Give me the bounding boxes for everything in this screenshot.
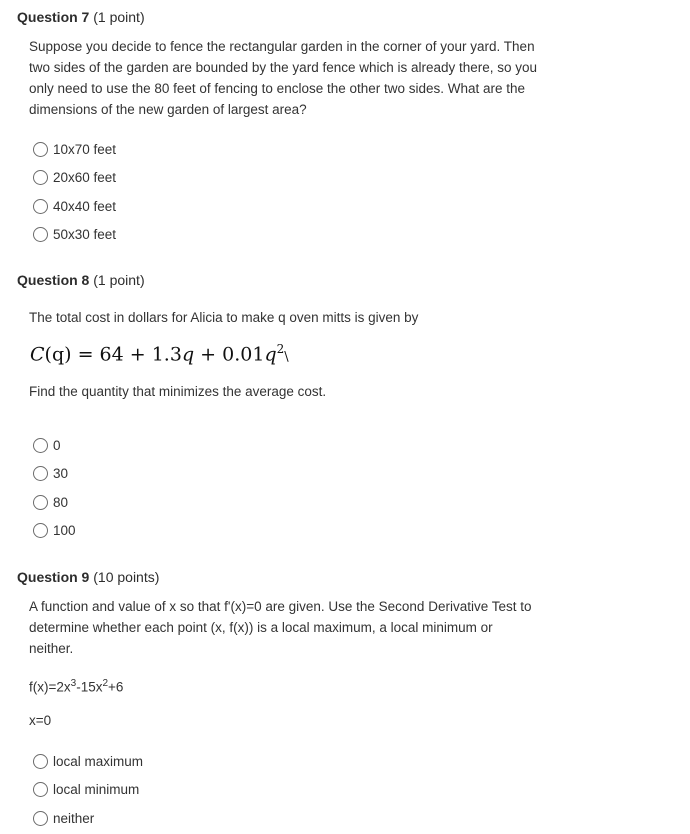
question-8-heading [17,272,145,288]
option-label: 10x70 feet [53,141,117,157]
formula-plus: + 0.01 [194,343,265,366]
question-9-line: determine whether each point (x, f(x)) is a local maximum, a local minimum or [29,620,493,635]
cost-formula [30,342,289,365]
func-part-c: +6 [108,679,124,695]
formula-exp: 2 [276,342,285,356]
question-8-text: The total cost in dollars for Alicia to make q oven mitts is given by [29,310,419,325]
question-7-option-1[interactable] [33,139,116,159]
question-9-line: A function and value of x so that f'(x)=0 are given. Use the Second Derivative Test to [29,599,532,614]
option-label: 30 [53,465,69,481]
question-8-title: Question 8 [17,272,90,288]
question-8-option-4[interactable] [33,520,76,540]
question-8-option-2[interactable] [33,463,68,483]
option-label: 80 [53,494,69,510]
question-9-title: Question 9 [17,569,90,585]
question-9-heading [17,569,159,585]
formula-arg: (q) [44,343,72,366]
formula-var1: q [181,343,195,366]
question-8-option-1[interactable] [33,435,61,455]
option-label: 50x30 feet [53,226,117,242]
question-7-option-4[interactable] [33,224,116,244]
radio-button[interactable] [33,466,48,481]
radio-button[interactable] [33,142,48,157]
func-exp-2: 2 [102,678,109,689]
func-part-a: f(x)=2x [29,679,71,695]
question-8-points: (1 point) [93,272,145,288]
question-7-line: dimensions of the new garden of largest area? [29,102,307,117]
question-7-option-2[interactable] [33,167,116,187]
option-label: 100 [53,522,76,538]
question-9-text [29,596,532,659]
question-7-points: (1 point) [93,9,145,25]
option-label: 20x60 feet [53,169,117,185]
question-8-option-3[interactable] [33,492,68,512]
option-label: 40x40 feet [53,198,117,214]
formula-lhs: C [30,343,45,366]
formula-var2: q [264,343,277,366]
x-value: x=0 [29,713,52,728]
question-9-option-1[interactable] [33,751,143,771]
question-9-line: neither. [29,641,74,656]
radio-button[interactable] [33,170,48,185]
radio-button[interactable] [33,495,48,510]
option-label: 0 [53,437,61,453]
func-part-b: -15x [76,679,103,695]
question-7-line: Suppose you decide to fence the rectangular garden in the corner of your yard. Then [29,39,535,54]
radio-button[interactable] [33,523,48,538]
question-9-option-2[interactable] [33,779,139,799]
radio-button[interactable] [33,811,48,826]
question-7-text [29,36,537,120]
formula-eq: = 64 + 1.3 [71,343,182,366]
func-exp-1: 3 [70,678,77,689]
radio-button[interactable] [33,782,48,797]
formula-tail: \ [284,349,289,365]
option-label: local maximum [53,753,144,769]
question-9-option-3[interactable] [33,808,94,828]
radio-button[interactable] [33,199,48,214]
radio-button[interactable] [33,227,48,242]
option-label: neither [53,810,95,826]
question-9-points: (10 points) [93,569,160,585]
question-8-prompt: Find the quantity that minimizes the average cost. [29,384,327,399]
question-7-line: only need to use the 80 feet of fencing to enclose the other two sides. What are the [29,81,526,96]
option-label: local minimum [53,781,140,797]
question-7-line: two sides of the garden are bounded by the yard fence which is already there, so you [29,60,538,75]
function-formula [29,678,123,695]
radio-button[interactable] [33,438,48,453]
question-7-option-3[interactable] [33,196,116,216]
question-7-title: Question 7 [17,9,90,25]
question-7-heading [17,9,145,25]
radio-button[interactable] [33,754,48,769]
